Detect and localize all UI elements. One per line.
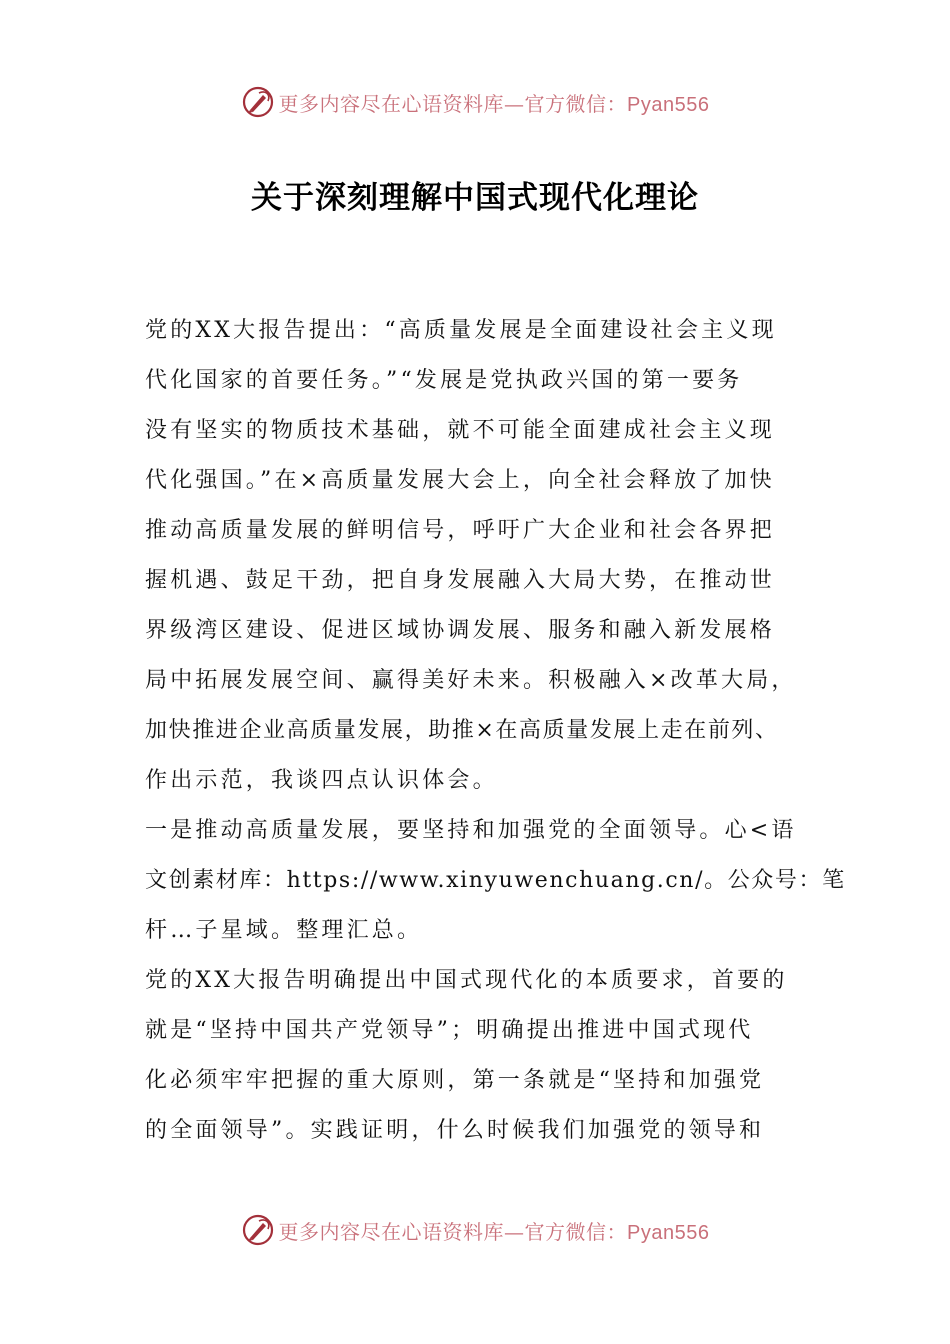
pen-logo-icon [241, 1213, 275, 1247]
body-line: 党的XX大报告明确提出中国式现代化的本质要求，首要的 [145, 968, 788, 993]
pen-logo-icon [241, 85, 275, 119]
document-body [145, 306, 846, 1156]
footer-wechat-id: Pyan556 [627, 1221, 710, 1244]
body-line: 杆…子星域。整理汇总。 [145, 918, 423, 943]
body-line: 文创素材库：https://www.xinyuwenchuang.cn/。公众号：笔 [145, 868, 846, 893]
body-line: 加快推进企业高质量发展，助推×在高质量发展上走在前列、 [145, 718, 779, 743]
footer-banner-text: 更多内容尽在心语资料库—官方微信：Pyan556 [278, 1219, 710, 1244]
header-banner [0, 80, 950, 124]
body-line: 代化强国。”在×高质量发展大会上，向全社会释放了加快 [145, 468, 775, 493]
body-line: 局中拓展发展空间、赢得美好未来。积极融入×改革大局， [145, 668, 797, 693]
body-line: 推动高质量发展的鲜明信号，呼吁广大企业和社会各界把 [145, 518, 776, 543]
body-line: 没有坚实的物质技术基础，就不可能全面建成社会主义现 [145, 418, 776, 443]
body-line: 作出示范，我谈四点认识体会。 [145, 768, 498, 793]
header-wechat-id: Pyan556 [627, 93, 710, 116]
footer-banner [0, 1208, 950, 1252]
body-line: 界级湾区建设、促进区域协调发展、服务和融入新发展格 [145, 618, 776, 643]
body-line: 代化国家的首要任务。”“发展是党执政兴国的第一要务 [145, 368, 743, 393]
header-banner-text: 更多内容尽在心语资料库—官方微信：Pyan556 [278, 91, 710, 116]
body-line: 握机遇、鼓足干劲，把自身发展融入大局大势，在推动世 [145, 568, 776, 593]
body-line: 党的XX大报告提出：“高质量发展是全面建设社会主义现 [145, 318, 777, 343]
body-line: 化必须牢牢把握的重大原则，第一条就是“坚持和加强党 [145, 1068, 765, 1093]
body-line: 的全面领导”。实践证明，什么时候我们加强党的领导和 [145, 1118, 765, 1143]
body-line: 就是“坚持中国共产党领导”；明确提出推进中国式现代 [145, 1018, 754, 1043]
document-title: 关于深刻理解中国式现代化理论 [251, 180, 699, 216]
body-line: 一是推动高质量发展，要坚持和加强党的全面领导。心<语 [145, 818, 797, 843]
